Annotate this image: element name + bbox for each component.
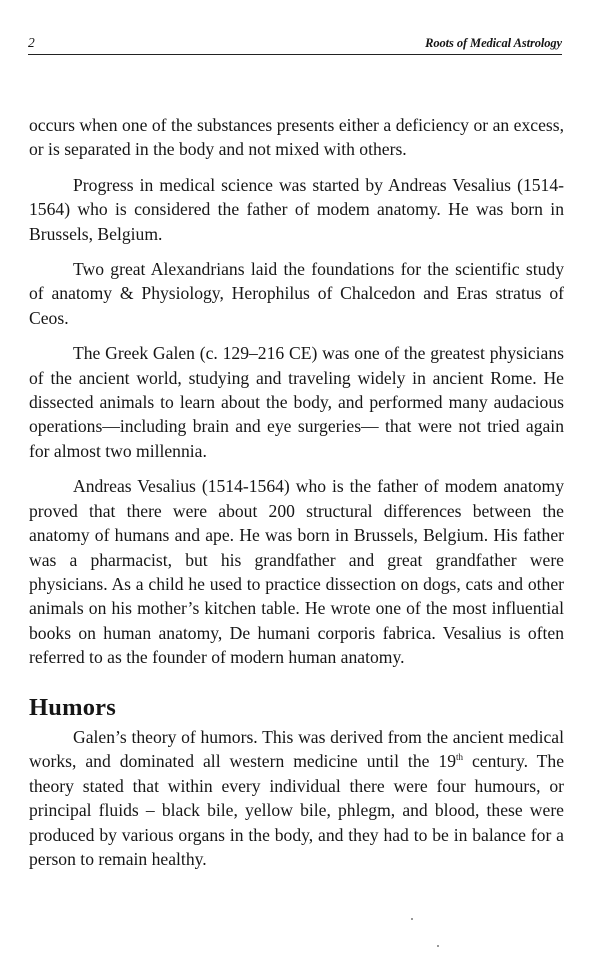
superscript-th: th (456, 752, 464, 763)
page-number: 2 (28, 35, 35, 50)
paragraph-vesalius-intro: Progress in medical science was started by Andreas Vesalius (1514-1564) who is considered the father of modem anatomy. He was born in Brussels, Belgium. (29, 174, 564, 244)
humors-text-part1: Galen’s theory of humors. This was derived from the ancient medical works, and dominated all western medicine until the 19 (29, 726, 564, 772)
section-heading-humors: Humors (29, 693, 116, 721)
humors-text-part2: century. The theory stated that within every individual there were four humours, or principal fluids – black bile, yellow bile, phlegm, and blood, these were produced by various organs in the body, and they had to be in balance for a person to remain healthy. (29, 751, 565, 869)
paragraph-vesalius-anatomy: Andreas Vesalius (1514-1564) who is the father of modem anatomy proved that there were about 200 structural differences between the anatomy of humans and ape. He was born in Brussels, Belgium. His father was a pharmacist, but his grandfather and great grandfather were physicians. As a child he used to practice dissection on dogs, cats and other animals on his mother’s kitchen table. He wrote one of the most influential books on human anatomy, De humani corporis fabrica. Vesalius is often referred to as the founder of modern human anatomy. (29, 476, 564, 668)
scan-speck (437, 945, 439, 947)
running-title: Roots of Medical Astrology (425, 36, 562, 50)
body-text (29, 113, 564, 882)
paragraph-humors (29, 725, 564, 871)
paragraph-continued: occurs when one of the substances presents either a deficiency or an excess, or is separated in the body and not mixed with others. (29, 115, 564, 160)
paragraph-alexandrians: Two great Alexandrians laid the foundations for the scientific study of anatomy & Physiology, Herophilus of Chalcedon and Eras stratus of Ceos. (29, 259, 564, 328)
scan-speck (411, 918, 413, 920)
paragraph-galen: The Greek Galen (c. 129–216 CE) was one of the greatest physicians of the ancient world, studying and traveling widely in ancient Rome. He dissected animals to learn about the body, and performed many audacious operations—including brain and eye surgeries— that were not tried again for almost two millennia. (29, 343, 564, 461)
running-header (28, 34, 562, 55)
